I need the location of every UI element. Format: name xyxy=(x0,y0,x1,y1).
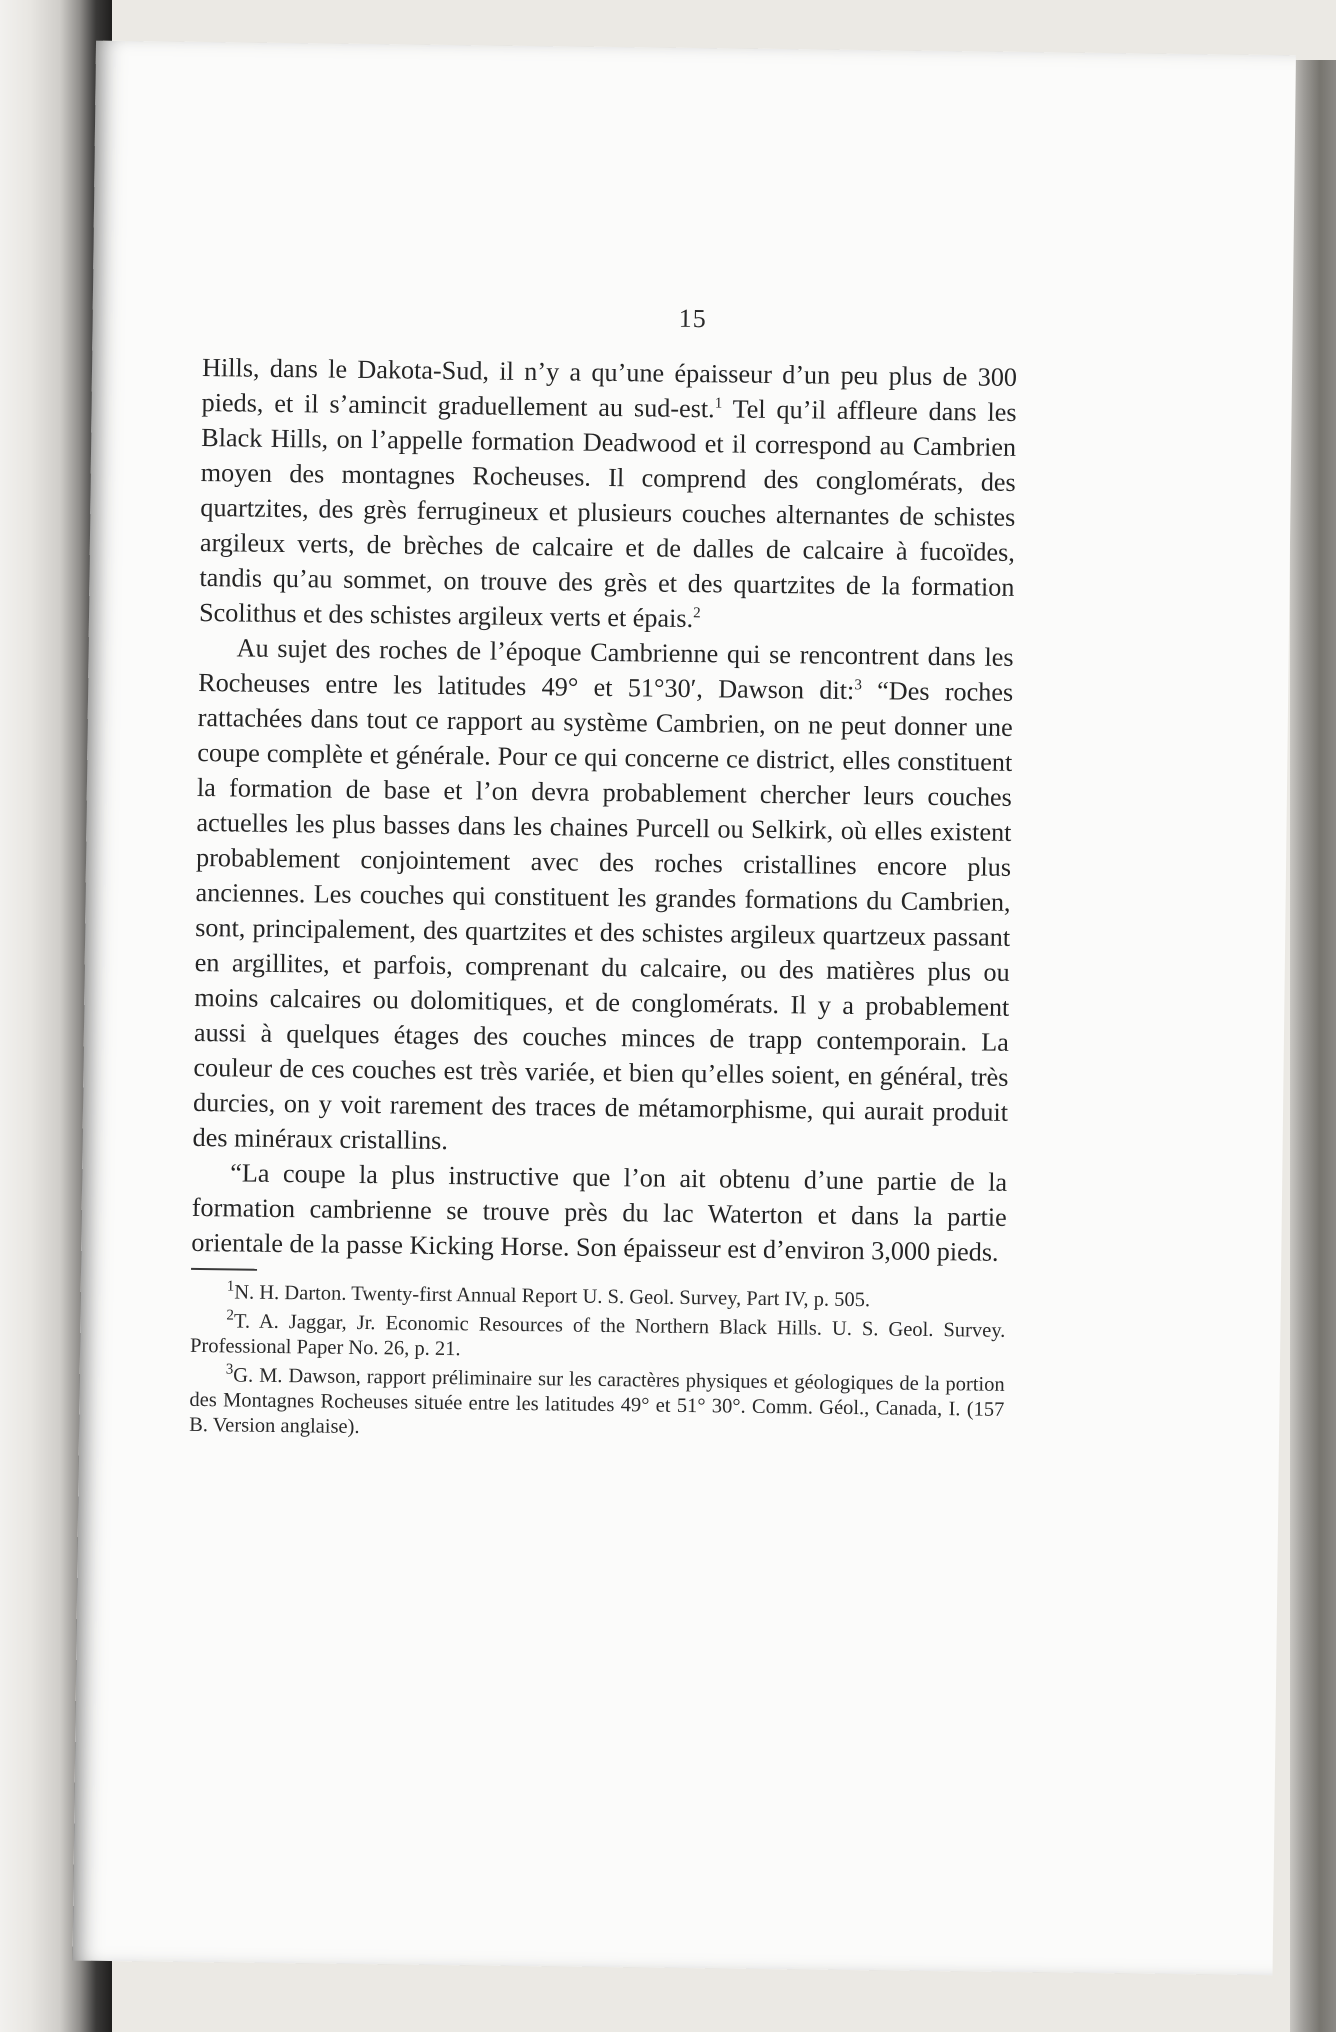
paragraph-2-text-a: Au sujet des roches de l’époque Cambrienne qui se rencontrent dans les Rocheuses entre les latitudes 49° et 51°30′, Dawson dit: xyxy=(198,633,1014,705)
paragraph-2 xyxy=(192,630,1013,1165)
footnote-2 xyxy=(190,1309,1006,1369)
paragraph-2-text-b: “Des roches rattachées dans tout ce rapport au système Cambrien, on ne peut donner une coupe complète et générale. Pour ce qui concerne ce district, elles constituent la formation de base et l’on devra probablement chercher leurs couches actuelles les plus basses dans les chaines Purcell ou Selkirk, où elles existent probablement conjointement avec des roches cristallines encore plus anciennes. Les couches qui constituent les grandes formations du Cambrien, sont, principalement, des quartzites et des schistes argileux quartzeux passant en argillites, et parfois, comprenant du calcaire, ou des matières plus ou moins calcaires ou dolomitiques, et de conglomérats. Il y a probablement aussi à quelques étages des couches minces de trapp contemporain. La couleur de ces couches est très variée, et bien qu’elles soient, en général, très durcies, on y voit rarement des traces de métamorphisme, qui aurait produit des minéraux cristallins. xyxy=(192,676,1014,1156)
paragraph-3: “La coupe la plus instructive que l’on ait obtenu d’une partie de la formation cambrienne se trouve près du lac Waterton et dans la partie orientale de la passe Kicking Horse. Son épaisseur est d’environ 3,000 pieds. xyxy=(191,1158,1008,1267)
footnote-3-mark: 3 xyxy=(225,1361,234,1378)
footnote-ref-2: 2 xyxy=(693,605,701,622)
paragraph-1-text-b: Tel qu’il affleure dans les Black Hills, on l’appelle formation Deadwood et il correspond au Cambrien moyen des montagnes Rocheuses. Il comprend des conglomérats, des quartzites, des grès ferrugineux et plusieurs couches alternantes de schistes argileux verts, de brèches de calcaire et de dalles de calcaire à fucoïdes, tandis qu’au sommet, on trouve des grès et des quartzites de la formation Scolithus et des schistes argileux verts et épais. xyxy=(198,394,1017,634)
page-body xyxy=(189,350,1017,1448)
paragraph-1 xyxy=(199,350,1017,640)
footnote-separator xyxy=(191,1268,257,1271)
footnote-3 xyxy=(189,1363,1005,1448)
page-stack-edge xyxy=(1290,60,1336,2032)
footnote-3-text: G. M. Dawson, rapport préliminaire sur les caractères physiques et géologiques de la portion des Montagnes Rocheuses située entre les latitudes 49° et 51° 30°. Comm. Géol., Canada, I. (157 B. Version anglaise). xyxy=(189,1364,1005,1438)
footnote-2-mark: 2 xyxy=(226,1307,235,1324)
footnote-1-text: N. H. Darton. Twenty-first Annual Report U. S. Geol. Survey, Part IV, p. 505. xyxy=(234,1281,871,1312)
footnote-ref-3: 3 xyxy=(854,677,862,694)
book-page xyxy=(73,41,1296,1976)
footnote-1-mark: 1 xyxy=(226,1278,235,1295)
footnote-2-text: T. A. Jaggar, Jr. Economic Resources of the Northern Black Hills. U. S. Geol. Survey. Professional Paper No. 26, p. 21. xyxy=(189,1310,1006,1361)
page-number: 15 xyxy=(678,303,707,334)
footnote-ref-1: 1 xyxy=(714,395,723,412)
paragraph-1-text-a: Hills, dans le Dakota-Sud, il n’y a qu’une épaisseur d’un peu plus de 300 pieds, et il s’amincit graduellement au sud-est. xyxy=(201,352,1018,424)
footnotes xyxy=(189,1280,1006,1448)
